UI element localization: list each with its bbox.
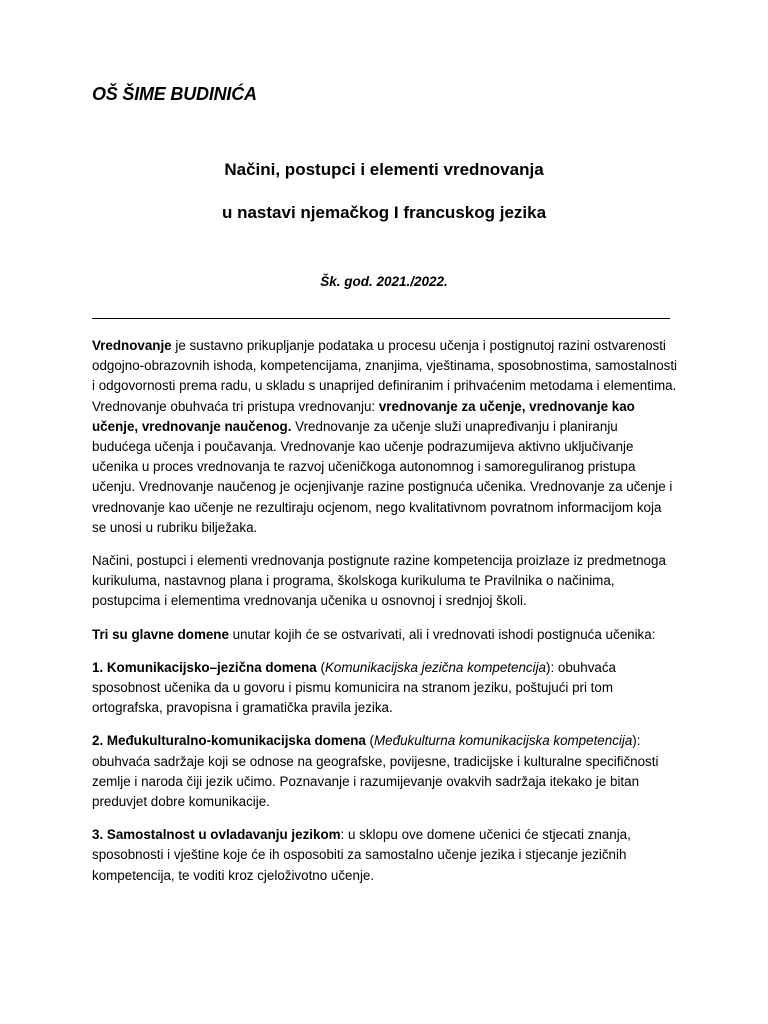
term-vrednovanje: Vrednovanje <box>92 338 172 353</box>
three-approaches: vrednovanje za učenje, vrednovanje kao učenje, vrednovanje naučenog. <box>92 398 635 434</box>
paragraph-domain-3 <box>92 825 678 886</box>
domain-3-title: 3. Samostalnost u ovladavanju jezikom <box>92 827 341 843</box>
paragraph-text: ( <box>365 733 375 749</box>
document-title-line-2: u nastavi njemačkog I francuskog jezika <box>221 203 547 222</box>
domain-2-competence: Međukulturna komunikacijska kompetencija <box>374 733 633 749</box>
domains-heading: Tri su glavne domene <box>92 626 229 642</box>
school-year: Šk. god. 2021./2022. <box>320 274 448 289</box>
domain-1-title: 1. Komunikacijsko–jezična domena <box>92 659 317 675</box>
paragraph-text: ): obuhvaća sposobnost učenika da u govoru i pismu komunicira na stranom jeziku, poštujući pri tom ortografska, pravopisna i gramatička pravila jezika. <box>92 659 616 716</box>
paragraph-text: ( <box>316 659 325 675</box>
paragraph-text: : u sklopu ove domene učenici će stjecati znanja, sposobnosti i vještine koje će ih osposobiti za samostalno učenje jezika i stjecanje jezičnih kompetencija, te voditi kroz cjeloživotno učenje. <box>92 827 631 883</box>
domain-2-title: 2. Međukulturalno-komunikacijska domena <box>92 733 366 749</box>
document-body <box>92 336 678 899</box>
paragraph-text: ): obuhvaća sadržaje koji se odnose na geografske, povijesne, tradicijske i kulturalne specifičnosti zemlje i naroda čiji jezik učimo. Poznavanje i razumijevanje ovakvih sadržaja itekako je bitan preduvjet dobre komunikacije. <box>92 733 659 810</box>
paragraph-domain-1 <box>92 658 678 719</box>
school-name: OŠ ŠIME BUDINIĆA <box>92 84 257 104</box>
paragraph-text: unutar kojih će se ostvarivati, ali i vrednovati ishodi postignuća učenika: <box>228 626 656 642</box>
paragraph-sources <box>92 551 678 612</box>
document-title-line-1: Načini, postupci i elementi vrednovanja <box>224 160 544 179</box>
domain-1-competence: Komunikacijska jezična kompetencija <box>324 659 546 675</box>
divider-line <box>92 318 670 319</box>
paragraph-domains-intro <box>92 625 678 645</box>
paragraph-domain-2 <box>92 731 678 812</box>
paragraph-evaluation-definition <box>92 336 678 538</box>
paragraph-text: je sustavno prikupljanje podataka u procesu učenja i postignutoj razini ostvarenosti odgojno-obrazovnih ishoda, kompetencijama, znanjima, vještinama, sposobnostima, samostalnosti i odgovornosti prema radu, u skladu s unaprijed definiranim i prihvaćenim metodama i elementima. Vrednovanje obuhvaća tri pristupa vrednovanju: <box>92 338 678 414</box>
paragraph-text: Vrednovanje za učenje služi unapređivanju i planiranju budućega učenja i poučavanja. Vrednovanje kao učenje podrazumijeva aktivno uključivanje učenika u proces vrednovanja te razvoj učeničkoga autonomnog i samoreguliranog pristupa učenju. Vrednovanje naučenog je ocjenjivanje razine postignuća učenika. Vrednovanje za učenje i vrednovanje kao učenje ne rezultiraju ocjenom, nego kvalitativnom povratnom informacijom koja se unosi u rubriku bilježaka. <box>92 418 673 535</box>
paragraph-text: Načini, postupci i elementi vrednovanja postignute razine kompetencija proizlaze iz predmetnoga kurikuluma, nastavnog plana i programa, školskoga kurikuluma te Pravilnika o načinima, postupcima i elementima vrednovanja učenika u osnovnoj i srednjoj školi. <box>92 553 666 609</box>
